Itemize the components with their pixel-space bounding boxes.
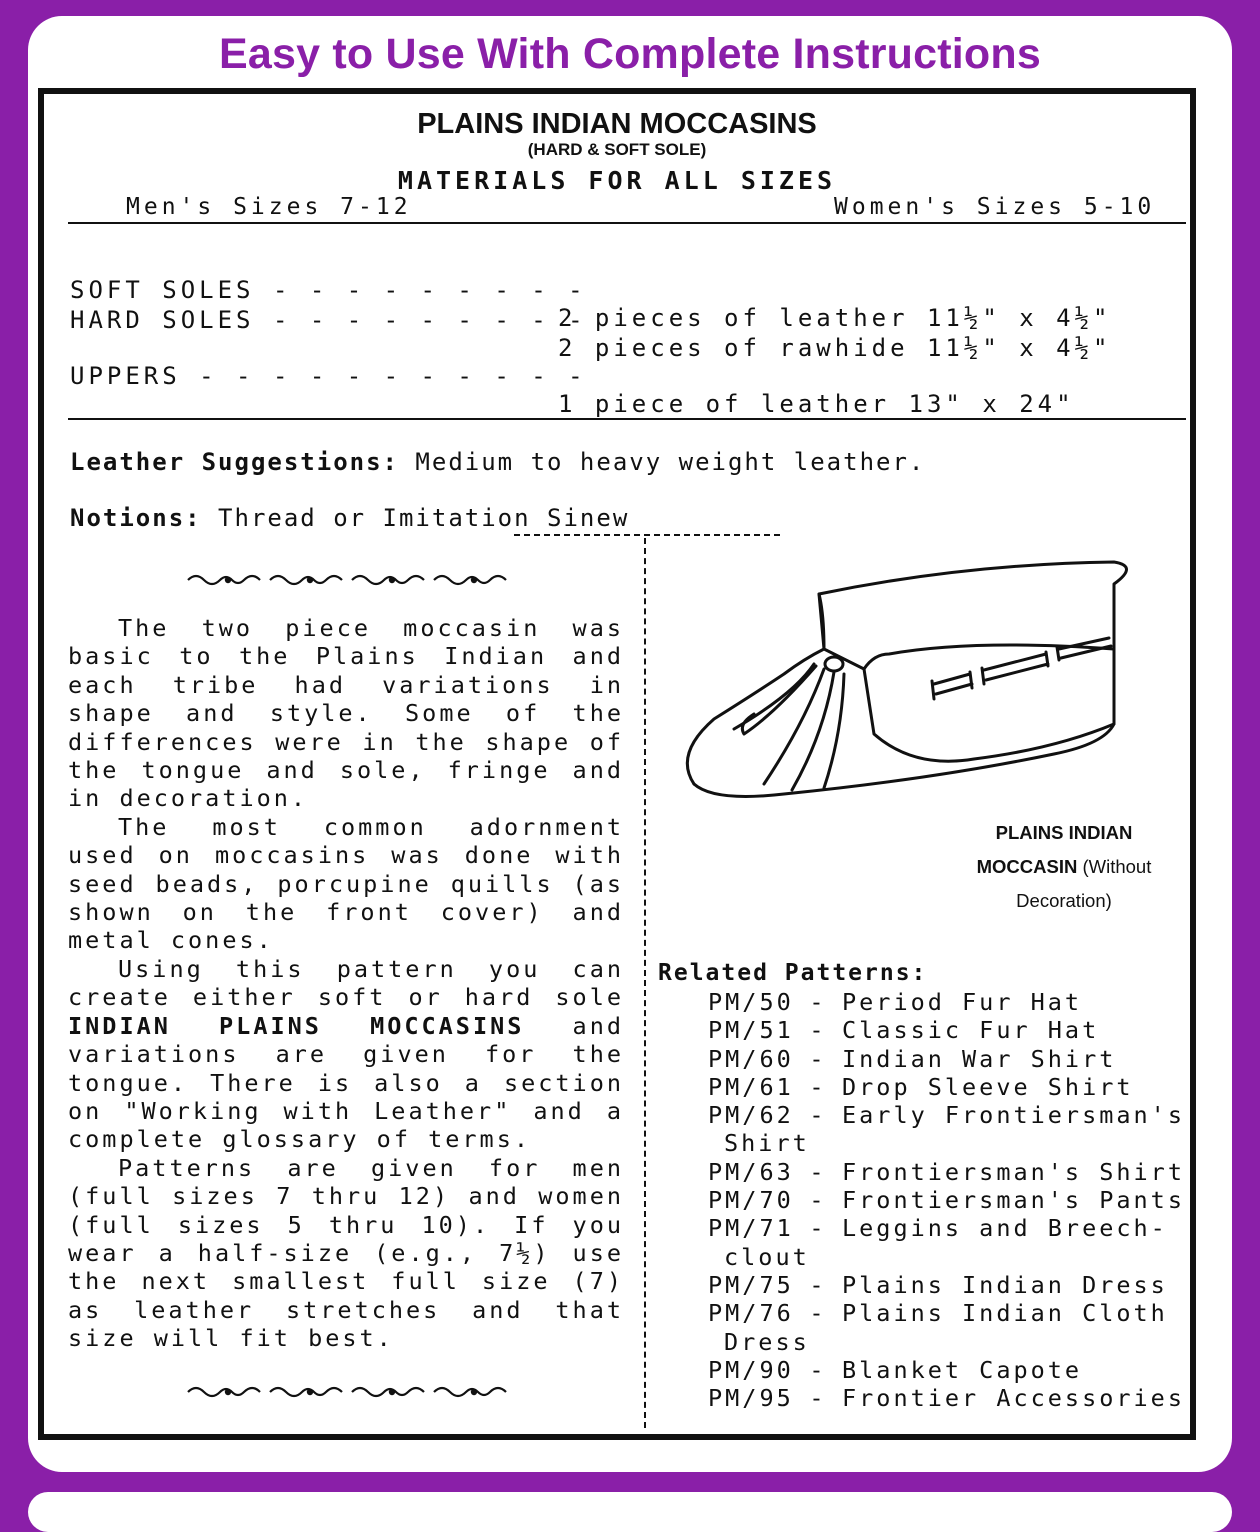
pattern-name: Indian War Shirt — [842, 1044, 1117, 1073]
pattern-separator: - — [809, 1214, 827, 1243]
pattern-name: Drop Sleeve Shirt — [842, 1072, 1134, 1101]
leather-label: Leather Suggestions: — [70, 448, 399, 476]
material-label: HARD SOLES - - - - - - - - - — [70, 306, 587, 334]
caption-line: Decoration) — [1016, 890, 1112, 911]
pattern-name: Frontiersman's Pants — [842, 1186, 1185, 1215]
sizes-rule — [68, 222, 1186, 224]
description-highlight: INDIAN PLAINS MOCCASINS — [68, 1011, 525, 1040]
pattern-title: PLAINS INDIAN MOCCASINS — [417, 108, 817, 140]
mens-sizes: Men's Sizes 7-12 — [126, 194, 412, 220]
material-label: SOFT SOLES - - - - - - - - - — [70, 276, 587, 304]
pattern-code: PM/75 — [708, 1270, 794, 1299]
pattern-separator: - — [809, 1101, 827, 1130]
pattern-subtitle: (HARD & SOFT SOLE) — [527, 140, 707, 159]
related-pattern-item — [708, 1073, 1188, 1101]
description-paragraph: Patterns are given for men (full sizes 7 thru 12) and women (full sizes 5 thru 10). If you wear a half-size (e.g., 7½) use the next smallest full size (7) as leather stretches and that size will fit best. — [68, 1153, 624, 1353]
pattern-code: PM/95 — [708, 1384, 794, 1413]
related-heading: Related Patterns: — [658, 960, 928, 986]
pattern-name-continued: Shirt — [724, 1129, 810, 1158]
related-pattern-item — [708, 1158, 1188, 1186]
pattern-name: Blanket Capote — [842, 1355, 1083, 1384]
pattern-separator: - — [809, 1072, 827, 1101]
description-paragraph — [68, 955, 624, 1154]
pattern-separator: - — [809, 1016, 827, 1045]
womens-sizes: Women's Sizes 5-10 — [834, 194, 1156, 220]
pattern-code: PM/62 — [708, 1101, 794, 1130]
pattern-separator: - — [809, 1384, 827, 1413]
headline: Easy to Use With Complete Instructions — [219, 30, 1041, 78]
instructions-panel — [38, 88, 1196, 1440]
column-divider — [644, 538, 646, 1428]
material-value: 2 pieces of rawhide 11½" x 4½" — [558, 334, 1112, 362]
related-pattern-item — [708, 1356, 1188, 1384]
scroll-ornament-icon — [184, 570, 514, 590]
pattern-name: Plains Indian Cloth — [842, 1299, 1168, 1328]
related-pattern-item — [708, 1271, 1188, 1299]
related-pattern-item — [708, 1214, 1188, 1242]
pattern-name: Plains Indian Dress — [842, 1270, 1168, 1299]
related-pattern-item — [708, 1101, 1188, 1129]
description-paragraph: The two piece moccasin was basic to the Plains Indian and each tribe had variations in shape and style. Some of the differences were in the shape of the tongue and sole, fringe and in decoration. — [68, 614, 624, 813]
description — [68, 614, 624, 1353]
pattern-code: PM/50 — [708, 988, 794, 1016]
material-row — [44, 334, 1190, 446]
pattern-code: PM/61 — [708, 1072, 794, 1101]
pattern-name-continued: clout — [724, 1242, 810, 1271]
pattern-code: PM/60 — [708, 1044, 794, 1073]
pattern-code: PM/70 — [708, 1186, 794, 1215]
pattern-code: PM/51 — [708, 1016, 794, 1045]
related-pattern-item — [708, 1045, 1188, 1073]
pattern-name: Period Fur Hat — [842, 988, 1083, 1016]
material-label: UPPERS - - - - - - - - - - - — [70, 362, 587, 390]
leather-suggestions — [70, 448, 925, 476]
description-text: and variations are given for the tongue. There is also a section on "Working with Leather" and a complete glossary of terms. — [68, 1011, 624, 1154]
materials-rule — [68, 418, 1186, 420]
pattern-name: Classic Fur Hat — [842, 1016, 1100, 1045]
scroll-ornament-icon — [184, 1382, 514, 1402]
related-pattern-item — [708, 988, 1188, 1016]
pattern-code: PM/90 — [708, 1355, 794, 1384]
description-text: Using this pattern you can create either soft or hard sole — [68, 954, 624, 1012]
materials-heading: MATERIALS FOR ALL SIZES — [397, 166, 837, 195]
dashed-rule — [514, 534, 780, 536]
pattern-separator: - — [809, 1157, 827, 1186]
related-pattern-item — [708, 1384, 1188, 1412]
illustration-caption — [934, 816, 1194, 918]
description-paragraph: The most common adornment used on moccasins was done with seed beads, porcupine quills (as shown on the front cover) and metal cones. — [68, 812, 624, 955]
notions — [70, 504, 629, 532]
pattern-name: Leggins and Breech- — [842, 1214, 1168, 1243]
pattern-name: Frontiersman's Shirt — [842, 1157, 1185, 1186]
notions-text: Thread or Imitation Sinew — [201, 504, 630, 532]
related-pattern-item — [708, 1186, 1188, 1214]
pattern-separator: - — [809, 1044, 827, 1073]
pattern-separator: - — [809, 988, 827, 1016]
bottom-card — [28, 1492, 1232, 1532]
pattern-separator: - — [809, 1355, 827, 1384]
pattern-name: Frontier Accessories — [842, 1384, 1185, 1413]
moccasin-illustration — [674, 554, 1144, 804]
pattern-name-continued: Dress — [724, 1327, 810, 1356]
caption-line: PLAINS INDIAN — [995, 822, 1133, 843]
pattern-separator: - — [809, 1270, 827, 1299]
material-value: 2 pieces of leather 11½" x 4½" — [558, 304, 1112, 332]
leather-text: Medium to heavy weight leather. — [398, 448, 926, 476]
related-patterns-list — [708, 988, 1188, 1412]
caption-light: (Without — [1077, 856, 1152, 877]
material-value: 1 piece of leather 13" x 24" — [558, 390, 1075, 418]
pattern-code: PM/63 — [708, 1157, 794, 1186]
notions-label: Notions: — [70, 504, 202, 532]
pattern-code: PM/76 — [708, 1299, 794, 1328]
related-pattern-item — [708, 1016, 1188, 1044]
pattern-separator: - — [809, 1186, 827, 1215]
caption-bold: MOCCASIN — [976, 856, 1078, 877]
pattern-code: PM/71 — [708, 1214, 794, 1243]
related-pattern-item — [708, 1299, 1188, 1327]
caption-line — [934, 850, 1194, 884]
pattern-name: Early Frontiersman's — [842, 1101, 1185, 1130]
pattern-separator: - — [809, 1299, 827, 1328]
